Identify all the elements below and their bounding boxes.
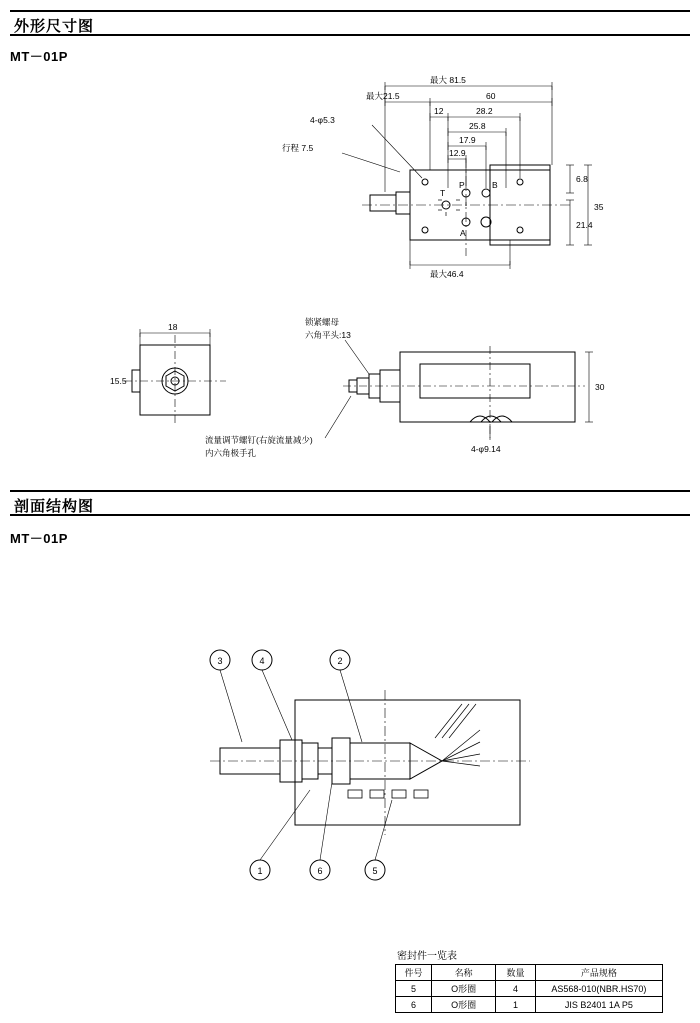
port-label-a: A — [460, 228, 466, 238]
balloon-3: 3 — [217, 656, 223, 666]
dim-12-9: 12.9 — [449, 148, 466, 158]
dim-60: 60 — [486, 91, 496, 101]
section-cutaway-drawing — [180, 630, 580, 900]
table-row — [396, 981, 663, 997]
cell-qty: 4 — [496, 981, 536, 997]
balloon-6: 6 — [317, 866, 323, 876]
port-label-t: T — [440, 188, 446, 198]
dim-15-5: 15.5 — [110, 376, 127, 386]
cell-name: O形圈 — [432, 981, 496, 997]
model-label-section: MT－01P — [10, 531, 68, 546]
balloon-1: 1 — [257, 866, 263, 876]
callout-4-phi-9-14: 4-φ9.14 — [471, 444, 501, 454]
section-header-section — [10, 490, 690, 516]
dim-30: 30 — [595, 382, 605, 392]
dim-18: 18 — [168, 322, 178, 332]
model-label-outline: MT－01P — [10, 49, 68, 64]
port-label-p: P — [459, 180, 465, 190]
dim-12: 12 — [434, 106, 444, 116]
cell-spec: JIS B2401 1A P5 — [535, 997, 662, 1013]
callout-stroke-7-5: 行程 7.5 — [282, 143, 314, 153]
outline-top-view-drawing — [270, 60, 690, 290]
dim-21-4: 21.4 — [576, 220, 593, 230]
seal-table-block — [395, 947, 663, 1013]
callout-hex-flat-13: 六角平头:13 — [305, 330, 351, 340]
dim-max-81-5: 最大 81.5 — [430, 75, 466, 85]
dim-max-46-4: 最大46.4 — [430, 269, 464, 279]
column-header-spec: 产品规格 — [535, 965, 662, 981]
dim-25-8: 25.8 — [469, 121, 486, 131]
cell-qty: 1 — [496, 997, 536, 1013]
table-row — [396, 997, 663, 1013]
cell-spec: AS568-010(NBR.HS70) — [535, 981, 662, 997]
column-header-name: 名称 — [432, 965, 496, 981]
outline-side-view-drawing — [285, 312, 625, 462]
balloon-2: 2 — [337, 656, 343, 666]
dim-35: 35 — [594, 202, 604, 212]
callout-4-phi-5-3: 4-φ5.3 — [310, 115, 335, 125]
callout-hex-socket-hole: 内六角极手孔 — [205, 448, 257, 458]
table-header-row — [396, 965, 663, 981]
cell-name: O形圈 — [432, 997, 496, 1013]
dim-28-2: 28.2 — [476, 106, 493, 116]
section-title-section: 剖面结构图 — [14, 498, 95, 515]
section-title-outline: 外形尺寸图 — [14, 18, 95, 35]
outline-left-view-drawing — [110, 315, 240, 425]
cell-item-no: 5 — [396, 981, 432, 997]
dim-17-9: 17.9 — [459, 135, 476, 145]
column-header-item-no: 件号 — [396, 965, 432, 981]
balloon-5: 5 — [372, 866, 378, 876]
port-label-b: B — [492, 180, 498, 190]
balloon-4: 4 — [259, 656, 265, 666]
column-header-qty: 数量 — [496, 965, 536, 981]
seal-table-caption: 密封件一览表 — [397, 951, 457, 962]
section-header-outline — [10, 10, 690, 36]
callout-lock-nut: 锁紧螺母 — [305, 317, 340, 327]
dim-max-21-5: 最大21.5 — [366, 91, 400, 101]
dim-6-8: 6.8 — [576, 174, 588, 184]
seal-table — [395, 964, 663, 1013]
cell-item-no: 6 — [396, 997, 432, 1013]
callout-flow-adjust-screw: 流量调节螺钉(右旋流量减少) — [205, 435, 313, 445]
